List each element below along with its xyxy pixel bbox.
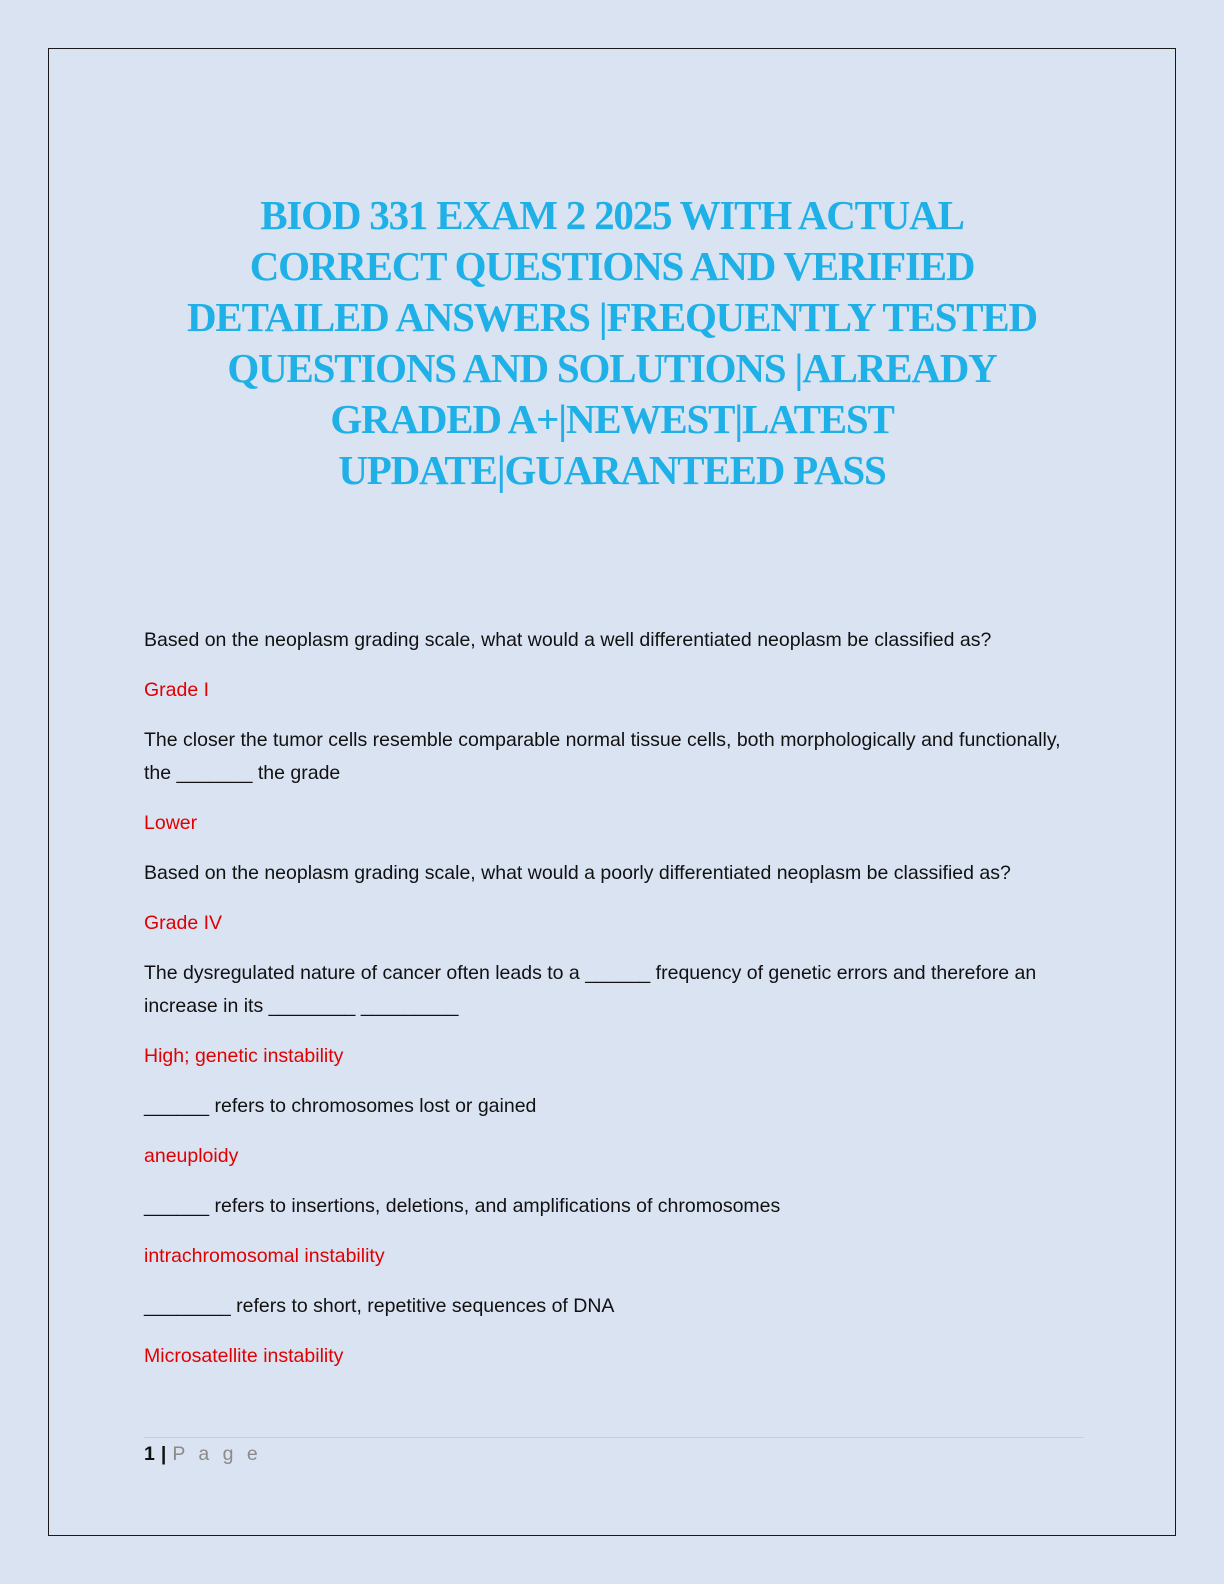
question-text: ______ refers to insertions, deletions, and amplifications of chromosomes <box>144 1195 781 1217</box>
question-text: ______ refers to chromosomes lost or gained <box>144 1095 537 1117</box>
page-number: 1 <box>144 1443 155 1465</box>
title-line: QUESTIONS AND SOLUTIONS |ALREADY <box>227 345 997 391</box>
page-footer <box>144 1441 262 1467</box>
question-text: ________ refers to short, repetitive sequences of DNA <box>144 1295 615 1317</box>
title-line: CORRECT QUESTIONS AND VERIFIED <box>249 243 975 289</box>
answer-text: Grade IV <box>144 912 223 934</box>
answer-text: Grade I <box>144 679 210 701</box>
question-text: The closer the tumor cells resemble comparable normal tissue cells, both morphologically and functionally, the _______ the grade <box>144 729 1061 784</box>
title-line: BIOD 331 EXAM 2 2025 WITH ACTUAL <box>260 192 964 238</box>
answer-text: aneuploidy <box>144 1145 239 1167</box>
answer-text: intrachromosomal instability <box>144 1245 385 1267</box>
answer-text: Microsatellite instability <box>144 1345 344 1367</box>
qa-list <box>144 624 1084 1390</box>
question-text: Based on the neoplasm grading scale, what would a well differentiated neoplasm be classified as? <box>144 629 992 651</box>
answer-text: Lower <box>144 812 198 834</box>
footer-separator: | <box>160 1443 167 1465</box>
document-title <box>120 190 1104 496</box>
question-text: The dysregulated nature of cancer often leads to a ______ frequency of genetic errors and therefore an increase in its ________ _________ <box>144 962 1037 1017</box>
title-line: DETAILED ANSWERS |FREQUENTLY TESTED <box>187 294 1037 340</box>
question-text: Based on the neoplasm grading scale, what would a poorly differentiated neoplasm be classified as? <box>144 862 1011 884</box>
title-line: GRADED A+|NEWEST|LATEST <box>330 396 894 442</box>
page-label: P a g e <box>172 1443 262 1465</box>
answer-text: High; genetic instability <box>144 1045 344 1067</box>
footer-divider <box>144 1437 1084 1438</box>
title-line: UPDATE|GUARANTEED PASS <box>338 447 886 493</box>
